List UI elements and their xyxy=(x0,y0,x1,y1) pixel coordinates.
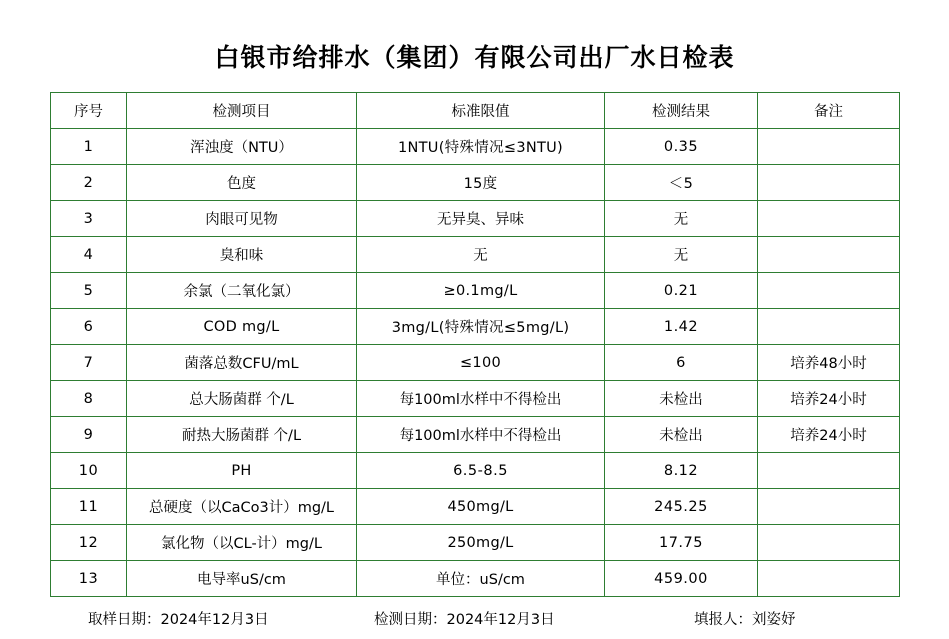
cell-result: 0.21 xyxy=(605,273,758,309)
report-table-wrapper xyxy=(50,92,899,597)
cell-limit: 无 xyxy=(357,237,605,273)
cell-limit: 每100ml水样中不得检出 xyxy=(357,381,605,417)
cell-limit: ≤100 xyxy=(357,345,605,381)
cell-no: 13 xyxy=(51,561,127,597)
table-row xyxy=(51,345,900,381)
reporter: 填报人：刘姿妤 xyxy=(694,611,796,628)
cell-no: 3 xyxy=(51,201,127,237)
cell-item: 总硬度（以CaCo3计）mg/L xyxy=(127,489,357,525)
cell-no: 11 xyxy=(51,489,127,525)
cell-remark xyxy=(758,309,900,345)
cell-result: 17.75 xyxy=(605,525,758,561)
cell-limit: 单位：uS/cm xyxy=(357,561,605,597)
cell-remark xyxy=(758,273,900,309)
table-body xyxy=(51,129,900,597)
cell-remark xyxy=(758,129,900,165)
cell-remark xyxy=(758,237,900,273)
cell-no: 7 xyxy=(51,345,127,381)
report-table xyxy=(50,92,900,597)
cell-no: 12 xyxy=(51,525,127,561)
column-header-remark: 备注 xyxy=(758,93,900,129)
cell-no: 2 xyxy=(51,165,127,201)
column-header-item: 检测项目 xyxy=(127,93,357,129)
cell-remark: 培养48小时 xyxy=(758,345,900,381)
cell-item: 浑浊度（NTU） xyxy=(127,129,357,165)
table-row xyxy=(51,165,900,201)
table-row xyxy=(51,489,900,525)
cell-item: 耐热大肠菌群 个/L xyxy=(127,417,357,453)
cell-item: COD mg/L xyxy=(127,309,357,345)
table-row xyxy=(51,201,900,237)
cell-no: 1 xyxy=(51,129,127,165)
cell-result: 无 xyxy=(605,237,758,273)
cell-remark: 培养24小时 xyxy=(758,381,900,417)
table-row xyxy=(51,309,900,345)
cell-remark xyxy=(758,165,900,201)
column-header-result: 检测结果 xyxy=(605,93,758,129)
column-header-no: 序号 xyxy=(51,93,127,129)
cell-item: 氯化物（以CL-计）mg/L xyxy=(127,525,357,561)
cell-item: 肉眼可见物 xyxy=(127,201,357,237)
cell-item: PH xyxy=(127,453,357,489)
document-footer xyxy=(50,597,899,639)
cell-remark: 培养24小时 xyxy=(758,417,900,453)
cell-result: 245.25 xyxy=(605,489,758,525)
cell-result: 无 xyxy=(605,201,758,237)
table-row xyxy=(51,525,900,561)
cell-limit: ≥0.1mg/L xyxy=(357,273,605,309)
cell-result: 未检出 xyxy=(605,381,758,417)
cell-limit: 无异臭、异味 xyxy=(357,201,605,237)
table-header-row xyxy=(51,93,900,129)
cell-no: 5 xyxy=(51,273,127,309)
table-row xyxy=(51,129,900,165)
table-row xyxy=(51,417,900,453)
cell-remark xyxy=(758,525,900,561)
cell-result: 8.12 xyxy=(605,453,758,489)
cell-remark xyxy=(758,201,900,237)
cell-item: 电导率uS/cm xyxy=(127,561,357,597)
cell-remark xyxy=(758,561,900,597)
cell-result: 0.35 xyxy=(605,129,758,165)
cell-no: 8 xyxy=(51,381,127,417)
page-title: 白银市给排水（集团）有限公司出厂水日检表 xyxy=(214,43,735,72)
table-row xyxy=(51,237,900,273)
cell-result: 6 xyxy=(605,345,758,381)
cell-limit: 6.5-8.5 xyxy=(357,453,605,489)
cell-item: 总大肠菌群 个/L xyxy=(127,381,357,417)
cell-item: 色度 xyxy=(127,165,357,201)
testing-date: 检测日期：2024年12月3日 xyxy=(374,611,555,628)
cell-result: 1.42 xyxy=(605,309,758,345)
cell-no: 6 xyxy=(51,309,127,345)
sampling-date: 取样日期：2024年12月3日 xyxy=(88,611,269,628)
cell-limit: 250mg/L xyxy=(357,525,605,561)
cell-limit: 3mg/L(特殊情况≤5mg/L) xyxy=(357,309,605,345)
table-row xyxy=(51,453,900,489)
cell-item: 臭和味 xyxy=(127,237,357,273)
cell-remark xyxy=(758,489,900,525)
cell-item: 余氯（二氧化氯） xyxy=(127,273,357,309)
cell-result: 459.00 xyxy=(605,561,758,597)
cell-result: 未检出 xyxy=(605,417,758,453)
cell-remark xyxy=(758,453,900,489)
cell-result: ＜5 xyxy=(605,165,758,201)
column-header-limit: 标准限值 xyxy=(357,93,605,129)
cell-limit: 15度 xyxy=(357,165,605,201)
cell-no: 4 xyxy=(51,237,127,273)
table-row xyxy=(51,561,900,597)
cell-limit: 450mg/L xyxy=(357,489,605,525)
table-row xyxy=(51,381,900,417)
cell-no: 9 xyxy=(51,417,127,453)
cell-limit: 1NTU(特殊情况≤3NTU) xyxy=(357,129,605,165)
cell-no: 10 xyxy=(51,453,127,489)
table-header xyxy=(51,93,900,129)
cell-item: 菌落总数CFU/mL xyxy=(127,345,357,381)
cell-limit: 每100ml水样中不得检出 xyxy=(357,417,605,453)
table-row xyxy=(51,273,900,309)
